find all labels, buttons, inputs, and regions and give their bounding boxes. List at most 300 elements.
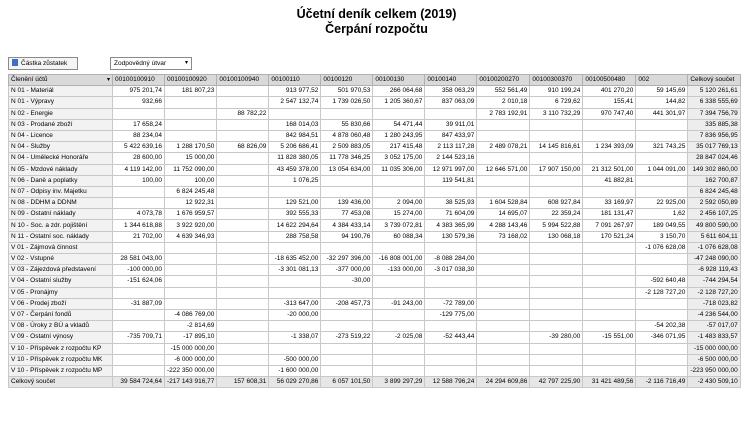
column-header[interactable]: 00100100920 [165, 75, 217, 86]
value-cell[interactable]: -52 443,44 [425, 332, 477, 343]
value-cell[interactable]: 189 049,55 [636, 220, 688, 231]
value-cell[interactable]: 129 521,00 [269, 198, 321, 209]
value-cell[interactable] [217, 321, 269, 332]
value-cell[interactable]: 358 063,29 [425, 86, 477, 97]
value-cell[interactable]: -217 143 916,77 [165, 377, 217, 388]
value-cell[interactable] [113, 321, 165, 332]
value-cell[interactable]: -15 000 000,00 [165, 343, 217, 354]
value-cell[interactable]: -2 128 727,20 [636, 287, 688, 298]
column-header-total[interactable]: Celkový součet [688, 75, 740, 86]
value-cell[interactable]: 22 359,24 [530, 209, 583, 220]
value-cell[interactable] [165, 287, 217, 298]
row-total-cell[interactable]: 2 592 050,89 [688, 198, 740, 209]
value-cell[interactable]: 288 758,58 [269, 231, 321, 242]
value-cell[interactable]: -208 457,73 [321, 298, 373, 309]
value-cell[interactable] [321, 242, 373, 253]
value-cell[interactable] [165, 130, 217, 141]
value-cell[interactable] [477, 254, 530, 265]
value-cell[interactable] [217, 242, 269, 253]
value-cell[interactable] [636, 298, 688, 309]
value-cell[interactable]: 168 014,03 [269, 119, 321, 130]
value-cell[interactable]: 94 190,76 [321, 231, 373, 242]
value-cell[interactable] [217, 209, 269, 220]
value-cell[interactable] [269, 186, 321, 197]
value-cell[interactable]: -500 000,00 [269, 354, 321, 365]
value-cell[interactable] [373, 175, 425, 186]
value-cell[interactable]: -129 775,00 [425, 309, 477, 320]
value-cell[interactable] [425, 354, 477, 365]
value-cell[interactable]: 2 783 192,91 [477, 108, 530, 119]
value-cell[interactable] [269, 343, 321, 354]
value-cell[interactable]: -32 297 396,00 [321, 254, 373, 265]
value-cell[interactable]: 60 088,34 [373, 231, 425, 242]
value-cell[interactable] [636, 130, 688, 141]
value-cell[interactable]: 144,82 [636, 97, 688, 108]
value-cell[interactable]: 975 201,74 [113, 86, 165, 97]
value-cell[interactable]: -54 202,38 [636, 321, 688, 332]
value-cell[interactable] [477, 130, 530, 141]
value-cell[interactable]: -72 789,00 [425, 298, 477, 309]
value-cell[interactable] [321, 321, 373, 332]
value-cell[interactable] [636, 343, 688, 354]
value-cell[interactable] [425, 276, 477, 287]
value-cell[interactable] [425, 108, 477, 119]
value-cell[interactable] [477, 265, 530, 276]
row-total-cell[interactable]: -4 236 544,00 [688, 309, 740, 320]
row-total-cell[interactable]: -1 076 628,08 [688, 242, 740, 253]
value-cell[interactable]: 77 453,08 [321, 209, 373, 220]
value-cell[interactable] [373, 186, 425, 197]
dimension-filter-dropdown[interactable] [110, 57, 192, 70]
value-cell[interactable] [636, 153, 688, 164]
value-cell[interactable] [165, 265, 217, 276]
value-cell[interactable] [217, 287, 269, 298]
value-cell[interactable]: 608 927,84 [530, 198, 583, 209]
row-total-cell[interactable]: -15 000 000,00 [688, 343, 740, 354]
value-cell[interactable]: -8 088 284,00 [425, 254, 477, 265]
row-label[interactable]: V 10 - Příspěvek z rozpočtu KP [9, 343, 113, 354]
value-cell[interactable]: 100,00 [113, 175, 165, 186]
value-cell[interactable]: -91 243,00 [373, 298, 425, 309]
row-label[interactable]: N 01 - Materiál [9, 86, 113, 97]
value-cell[interactable] [373, 365, 425, 376]
value-cell[interactable]: 12 971 997,00 [425, 164, 477, 175]
value-cell[interactable] [530, 254, 583, 265]
value-cell[interactable] [373, 309, 425, 320]
column-header[interactable]: 00100300370 [530, 75, 583, 86]
value-cell[interactable] [530, 287, 583, 298]
value-cell[interactable] [636, 309, 688, 320]
value-cell[interactable] [636, 265, 688, 276]
row-total-cell[interactable]: 49 800 590,00 [688, 220, 740, 231]
value-cell[interactable] [217, 130, 269, 141]
value-cell[interactable] [321, 108, 373, 119]
value-cell[interactable]: 3 110 732,29 [530, 108, 583, 119]
row-total-cell[interactable]: -2 128 727,20 [688, 287, 740, 298]
row-total-cell[interactable]: 6 824 245,48 [688, 186, 740, 197]
row-label[interactable]: V 06 - Prodej zboží [9, 298, 113, 309]
row-label[interactable]: N 09 - Ostatní náklady [9, 209, 113, 220]
row-total-cell[interactable]: 7 836 956,95 [688, 130, 740, 141]
value-cell[interactable]: 552 561,49 [477, 86, 530, 97]
column-header[interactable]: 00100120 [321, 75, 373, 86]
value-cell[interactable] [113, 198, 165, 209]
row-total-cell[interactable]: 35 017 769,13 [688, 142, 740, 153]
value-cell[interactable]: 5 994 522,88 [530, 220, 583, 231]
value-cell[interactable] [217, 265, 269, 276]
row-label[interactable]: N 08 - DDHM a DDNM [9, 198, 113, 209]
value-cell[interactable] [583, 242, 636, 253]
value-cell[interactable]: 130 068,18 [530, 231, 583, 242]
row-total-cell[interactable]: -6 928 119,43 [688, 265, 740, 276]
value-cell[interactable]: 73 168,02 [477, 231, 530, 242]
value-cell[interactable]: -735 709,71 [113, 332, 165, 343]
value-cell[interactable] [217, 164, 269, 175]
value-cell[interactable]: -1 600 000,00 [269, 365, 321, 376]
row-label[interactable]: V 02 - Vstupné [9, 254, 113, 265]
value-cell[interactable] [477, 186, 530, 197]
value-cell[interactable]: 932,66 [113, 97, 165, 108]
value-cell[interactable]: 1,62 [636, 209, 688, 220]
value-cell[interactable] [530, 242, 583, 253]
row-total-cell[interactable]: 28 847 024,46 [688, 153, 740, 164]
value-cell[interactable] [583, 298, 636, 309]
value-cell[interactable] [530, 354, 583, 365]
value-cell[interactable]: 59 145,69 [636, 86, 688, 97]
value-cell[interactable]: -2 025,08 [373, 332, 425, 343]
value-cell[interactable] [530, 175, 583, 186]
value-cell[interactable]: 2 489 078,21 [477, 142, 530, 153]
value-cell[interactable] [425, 321, 477, 332]
value-cell[interactable] [425, 186, 477, 197]
value-cell[interactable]: -39 280,00 [530, 332, 583, 343]
row-label[interactable]: V 03 - Zájezdová představení [9, 265, 113, 276]
value-cell[interactable] [425, 365, 477, 376]
value-cell[interactable] [477, 119, 530, 130]
value-cell[interactable]: 11 752 090,00 [165, 164, 217, 175]
measure-field-button[interactable] [8, 57, 78, 70]
value-cell[interactable] [113, 287, 165, 298]
value-cell[interactable]: -18 635 452,00 [269, 254, 321, 265]
value-cell[interactable]: -377 000,00 [321, 265, 373, 276]
value-cell[interactable] [530, 153, 583, 164]
value-cell[interactable]: -3 017 038,30 [425, 265, 477, 276]
value-cell[interactable] [477, 242, 530, 253]
value-cell[interactable]: 14 145 816,61 [530, 142, 583, 153]
value-cell[interactable]: 2 509 883,05 [321, 142, 373, 153]
value-cell[interactable]: -3 301 081,13 [269, 265, 321, 276]
value-cell[interactable] [477, 343, 530, 354]
value-cell[interactable]: 12 646 571,00 [477, 164, 530, 175]
value-cell[interactable]: -2 814,69 [165, 321, 217, 332]
value-cell[interactable] [583, 354, 636, 365]
value-cell[interactable]: 15 000,00 [165, 153, 217, 164]
row-total-cell[interactable]: 6 338 555,69 [688, 97, 740, 108]
value-cell[interactable]: 847 433,97 [425, 130, 477, 141]
value-cell[interactable]: -15 551,00 [583, 332, 636, 343]
value-cell[interactable] [217, 175, 269, 186]
row-label[interactable]: V 08 - Úroky z BÚ a vkladů [9, 321, 113, 332]
value-cell[interactable] [477, 354, 530, 365]
value-cell[interactable] [321, 309, 373, 320]
row-label[interactable]: V 07 - Čerpání fondů [9, 309, 113, 320]
value-cell[interactable]: 5 206 686,41 [269, 142, 321, 153]
value-cell[interactable] [373, 242, 425, 253]
value-cell[interactable]: 170 521,24 [583, 231, 636, 242]
value-cell[interactable]: 401 270,20 [583, 86, 636, 97]
value-cell[interactable] [373, 321, 425, 332]
value-cell[interactable]: 1 344 618,88 [113, 220, 165, 231]
value-cell[interactable]: 6 824 245,48 [165, 186, 217, 197]
value-cell[interactable] [373, 108, 425, 119]
value-cell[interactable] [583, 276, 636, 287]
column-header[interactable]: 00100130 [373, 75, 425, 86]
value-cell[interactable]: 88 234,04 [113, 130, 165, 141]
value-cell[interactable] [583, 265, 636, 276]
value-cell[interactable]: 217 415,48 [373, 142, 425, 153]
value-cell[interactable]: 6 057 101,50 [321, 377, 373, 388]
value-cell[interactable] [477, 298, 530, 309]
value-cell[interactable]: 24 294 609,86 [477, 377, 530, 388]
value-cell[interactable]: 181 131,47 [583, 209, 636, 220]
row-label[interactable]: N 10 - Soc. a zdr. pojištění [9, 220, 113, 231]
value-cell[interactable]: 3 052 175,00 [373, 153, 425, 164]
value-cell[interactable] [165, 242, 217, 253]
value-cell[interactable] [583, 153, 636, 164]
row-label[interactable]: N 04 - Umělecké Honoráře [9, 153, 113, 164]
row-label[interactable]: V 05 - Pronájmy [9, 287, 113, 298]
column-header[interactable]: 00100110 [269, 75, 321, 86]
value-cell[interactable]: 837 063,09 [425, 97, 477, 108]
value-cell[interactable]: 155,41 [583, 97, 636, 108]
value-cell[interactable] [530, 309, 583, 320]
value-cell[interactable] [583, 130, 636, 141]
row-total-cell[interactable]: 335 885,38 [688, 119, 740, 130]
row-label[interactable]: V 01 - Zájmová činnost [9, 242, 113, 253]
value-cell[interactable] [583, 119, 636, 130]
value-cell[interactable] [530, 321, 583, 332]
value-cell[interactable]: 7 091 267,97 [583, 220, 636, 231]
value-cell[interactable]: 2 094,00 [373, 198, 425, 209]
value-cell[interactable]: 266 064,68 [373, 86, 425, 97]
row-label[interactable]: N 04 - Služby [9, 142, 113, 153]
value-cell[interactable]: 100,00 [165, 175, 217, 186]
row-label[interactable]: N 01 - Výpravy [9, 97, 113, 108]
value-cell[interactable] [373, 354, 425, 365]
value-cell[interactable] [636, 175, 688, 186]
row-label[interactable]: V 10 - Příspěvek z rozpočtu MP [9, 365, 113, 376]
value-cell[interactable]: 157 608,31 [217, 377, 269, 388]
value-cell[interactable] [321, 354, 373, 365]
value-cell[interactable]: 4 119 142,00 [113, 164, 165, 175]
value-cell[interactable] [373, 276, 425, 287]
value-cell[interactable] [530, 276, 583, 287]
column-header[interactable]: 002 [636, 75, 688, 86]
value-cell[interactable] [373, 343, 425, 354]
value-cell[interactable]: 2 113 117,28 [425, 142, 477, 153]
value-cell[interactable]: -1 338,07 [269, 332, 321, 343]
row-label[interactable]: N 04 - Licence [9, 130, 113, 141]
value-cell[interactable] [530, 298, 583, 309]
value-cell[interactable] [530, 186, 583, 197]
value-cell[interactable] [217, 86, 269, 97]
value-cell[interactable] [321, 343, 373, 354]
value-cell[interactable]: 3 150,70 [636, 231, 688, 242]
value-cell[interactable] [113, 365, 165, 376]
value-cell[interactable] [477, 321, 530, 332]
row-total-cell[interactable]: 5 611 604,11 [688, 231, 740, 242]
column-header[interactable]: 00100500480 [583, 75, 636, 86]
row-total-cell[interactable]: -1 483 833,57 [688, 332, 740, 343]
row-total-cell[interactable]: -57 017,07 [688, 321, 740, 332]
row-total-cell[interactable]: 5 120 261,61 [688, 86, 740, 97]
value-cell[interactable]: 1 288 170,50 [165, 142, 217, 153]
value-cell[interactable]: 2 010,18 [477, 97, 530, 108]
value-cell[interactable]: 15 274,00 [373, 209, 425, 220]
value-cell[interactable] [321, 287, 373, 298]
row-label[interactable]: V 10 - Příspěvek z rozpočtu MK [9, 354, 113, 365]
row-total-cell[interactable]: 149 302 860,00 [688, 164, 740, 175]
value-cell[interactable] [530, 130, 583, 141]
value-cell[interactable] [477, 276, 530, 287]
value-cell[interactable]: -1 076 628,08 [636, 242, 688, 253]
value-cell[interactable]: 17 658,24 [113, 119, 165, 130]
value-cell[interactable] [530, 119, 583, 130]
value-cell[interactable]: -20 000,00 [269, 309, 321, 320]
value-cell[interactable]: 6 729,62 [530, 97, 583, 108]
value-cell[interactable] [113, 242, 165, 253]
value-cell[interactable] [583, 309, 636, 320]
value-cell[interactable]: 71 604,09 [425, 209, 477, 220]
value-cell[interactable] [530, 365, 583, 376]
value-cell[interactable]: 21 312 501,00 [583, 164, 636, 175]
row-total-cell[interactable]: 2 456 107,25 [688, 209, 740, 220]
value-cell[interactable]: 913 977,52 [269, 86, 321, 97]
row-total-cell[interactable]: -2 430 509,10 [688, 377, 740, 388]
value-cell[interactable] [165, 119, 217, 130]
value-cell[interactable] [636, 119, 688, 130]
value-cell[interactable] [269, 242, 321, 253]
value-cell[interactable] [425, 287, 477, 298]
value-cell[interactable] [583, 287, 636, 298]
value-cell[interactable] [217, 186, 269, 197]
value-cell[interactable] [113, 309, 165, 320]
value-cell[interactable]: 119 541,81 [425, 175, 477, 186]
value-cell[interactable]: 4 288 143,46 [477, 220, 530, 231]
value-cell[interactable] [217, 354, 269, 365]
value-cell[interactable] [477, 309, 530, 320]
row-total-cell[interactable]: -223 950 000,00 [688, 365, 740, 376]
value-cell[interactable]: -313 647,00 [269, 298, 321, 309]
value-cell[interactable]: 3 739 072,81 [373, 220, 425, 231]
value-cell[interactable] [583, 186, 636, 197]
value-cell[interactable]: -346 071,95 [636, 332, 688, 343]
value-cell[interactable]: 39 911,01 [425, 119, 477, 130]
value-cell[interactable]: 56 029 270,86 [269, 377, 321, 388]
value-cell[interactable]: -100 000,00 [113, 265, 165, 276]
value-cell[interactable]: 55 830,66 [321, 119, 373, 130]
value-cell[interactable] [269, 108, 321, 119]
value-cell[interactable]: 39 584 724,64 [113, 377, 165, 388]
value-cell[interactable]: 441 301,97 [636, 108, 688, 119]
value-cell[interactable]: -4 086 769,00 [165, 309, 217, 320]
row-label[interactable]: N 11 - Ostatní soc. náklady [9, 231, 113, 242]
value-cell[interactable] [217, 231, 269, 242]
column-header[interactable]: 00100200270 [477, 75, 530, 86]
value-cell[interactable] [636, 254, 688, 265]
value-cell[interactable] [165, 276, 217, 287]
value-cell[interactable]: 41 882,81 [583, 175, 636, 186]
value-cell[interactable]: 501 970,53 [321, 86, 373, 97]
value-cell[interactable]: 1 676 959,57 [165, 209, 217, 220]
value-cell[interactable]: 11 035 306,00 [373, 164, 425, 175]
value-cell[interactable]: -222 350 000,00 [165, 365, 217, 376]
value-cell[interactable]: 68 826,09 [217, 142, 269, 153]
value-cell[interactable] [269, 321, 321, 332]
value-cell[interactable]: 17 907 150,00 [530, 164, 583, 175]
row-label[interactable]: N 05 - Mzdové náklady [9, 164, 113, 175]
value-cell[interactable]: 4 073,78 [113, 209, 165, 220]
value-cell[interactable]: 970 747,40 [583, 108, 636, 119]
value-cell[interactable] [321, 365, 373, 376]
row-total-cell[interactable]: -744 294,54 [688, 276, 740, 287]
value-cell[interactable]: 43 459 378,00 [269, 164, 321, 175]
value-cell[interactable]: 392 555,33 [269, 209, 321, 220]
row-field-header[interactable] [9, 75, 113, 86]
value-cell[interactable]: 28 581 043,00 [113, 254, 165, 265]
value-cell[interactable] [165, 108, 217, 119]
value-cell[interactable]: 14 695,07 [477, 209, 530, 220]
value-cell[interactable] [217, 97, 269, 108]
value-cell[interactable] [583, 365, 636, 376]
value-cell[interactable]: 4 384 433,14 [321, 220, 373, 231]
value-cell[interactable]: 4 878 060,48 [321, 130, 373, 141]
row-label[interactable]: N 03 - Prodané zboží [9, 119, 113, 130]
value-cell[interactable]: 130 579,36 [425, 231, 477, 242]
value-cell[interactable]: -31 887,09 [113, 298, 165, 309]
value-cell[interactable] [217, 298, 269, 309]
value-cell[interactable]: -6 000 000,00 [165, 354, 217, 365]
value-cell[interactable]: 38 525,93 [425, 198, 477, 209]
value-cell[interactable]: -17 895,10 [165, 332, 217, 343]
value-cell[interactable]: 2 547 132,74 [269, 97, 321, 108]
value-cell[interactable]: 1 044 091,00 [636, 164, 688, 175]
row-label[interactable]: V 04 - Ostatní služby [9, 276, 113, 287]
value-cell[interactable] [113, 108, 165, 119]
value-cell[interactable]: 14 622 294,64 [269, 220, 321, 231]
value-cell[interactable]: 2 144 523,16 [425, 153, 477, 164]
row-total-cell[interactable]: -718 023,82 [688, 298, 740, 309]
value-cell[interactable] [425, 343, 477, 354]
value-cell[interactable] [217, 198, 269, 209]
value-cell[interactable]: -2 116 716,49 [636, 377, 688, 388]
row-label[interactable]: V 09 - Ostatní výnosy [9, 332, 113, 343]
row-label[interactable]: N 06 - Daně a poplatky [9, 175, 113, 186]
value-cell[interactable] [217, 343, 269, 354]
value-cell[interactable]: 42 797 225,90 [530, 377, 583, 388]
value-cell[interactable]: 12 588 796,24 [425, 377, 477, 388]
value-cell[interactable]: 31 421 489,56 [583, 377, 636, 388]
value-cell[interactable] [425, 242, 477, 253]
value-cell[interactable] [113, 343, 165, 354]
value-cell[interactable]: 28 600,00 [113, 153, 165, 164]
value-cell[interactable]: 54 471,44 [373, 119, 425, 130]
value-cell[interactable] [217, 254, 269, 265]
value-cell[interactable]: -30,00 [321, 276, 373, 287]
value-cell[interactable]: 4 383 365,99 [425, 220, 477, 231]
value-cell[interactable] [477, 287, 530, 298]
value-cell[interactable]: 5 422 639,16 [113, 142, 165, 153]
